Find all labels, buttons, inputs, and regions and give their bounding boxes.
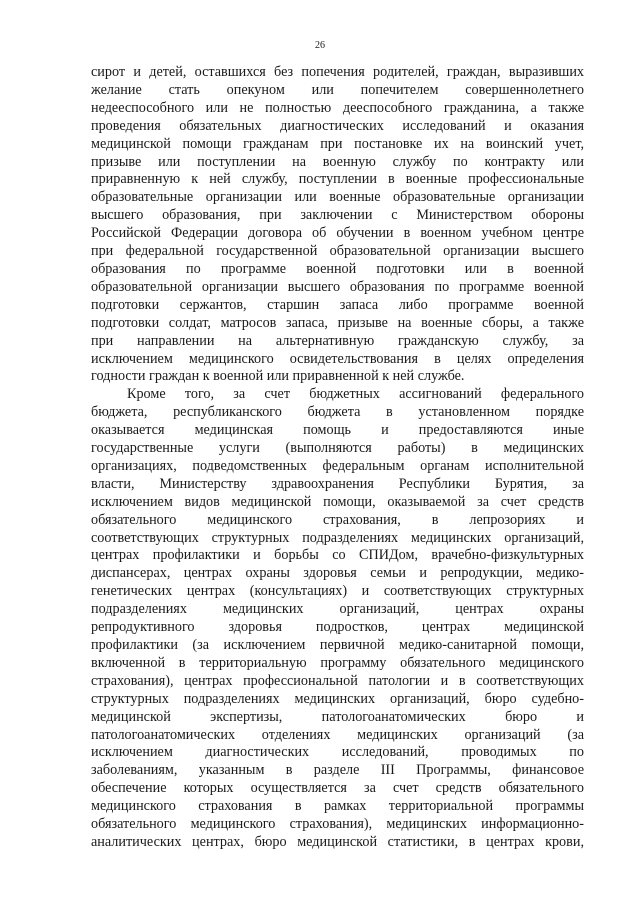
text-line: патологоанатомических отделениях медицинских организаций (за: [91, 726, 584, 743]
page-number: 26: [315, 40, 325, 51]
document-body: [91, 64, 584, 852]
paragraph-budget: [91, 386, 584, 852]
text-line: сирот и детей, оставшихся без попечения родителей, граждан, выразивших: [91, 64, 584, 80]
text-line: аналитических центрах, бюро медицинской статистики, в центрах крови,: [91, 833, 584, 850]
text-line: при направлении на альтернативную гражданскую службу, за: [91, 332, 584, 349]
text-line: медицинского страхования в рамках территориальной программы: [91, 798, 584, 815]
text-line: высшего образования, при заключении с Министерством обороны: [91, 207, 584, 224]
text-line: медицинской помощи гражданам при постановке их на воинский учет,: [91, 135, 584, 152]
text-line: структурных подразделениях медицинских организаций, бюро судебно-: [91, 690, 584, 707]
text-line: желание стать опекуном или попечителем совершеннолетнего: [91, 81, 584, 98]
text-line: образовательные организации или военные образовательные организации: [91, 189, 584, 206]
text-line: приравненную к ней службу, поступлении в военные профессиональные: [91, 171, 584, 188]
text-line: соответствующих структурных подразделениях медицинских организаций,: [91, 529, 584, 546]
text-line: бюджета, республиканского бюджета в установленном порядке: [91, 404, 584, 421]
text-line: недееспособного или не полностью дееспособного гражданина, а также: [91, 99, 584, 116]
text-line: исключением медицинского освидетельствования в целях определения: [91, 350, 584, 367]
text-line: исключением видов медицинской помощи, оказываемой за счет средств: [91, 493, 584, 510]
text-line: генетических центрах (консультациях) и соответствующих структурных: [91, 583, 584, 600]
text-line: исключением диагностических исследований, проводимых по: [91, 744, 584, 761]
text-line: образовательной организации высшего образования по программе военной: [91, 278, 584, 295]
text-line: страхования), центрах профессиональной патологии и в соответствующих: [91, 672, 584, 689]
paragraph-continuation: [91, 64, 584, 386]
text-line: обязательного медицинского страхования, в лепрозориях и: [91, 511, 584, 528]
text-line: призыве или поступлении на военную службу по контракту или: [91, 153, 584, 170]
text-line: власти, Министерству здравоохранения Республики Бурятия, за: [91, 475, 584, 492]
text-line: профилактики (за исключением первичной медико-санитарной помощи,: [91, 637, 584, 653]
text-line: Кроме того, за счет бюджетных ассигнований федерального: [127, 386, 584, 403]
text-line: проведения обязательных диагностических исследований и оказания: [91, 117, 584, 134]
text-line: годности граждан к военной или приравненной к ней службе.: [91, 368, 465, 385]
text-line: подготовки сержантов, старшин запаса либо программе военной: [91, 296, 584, 313]
text-line: обязательного медицинского страхования), медицинских информационно-: [91, 816, 584, 833]
text-line: организациях, подведомственных федеральным органам исполнительной: [91, 457, 584, 474]
text-line: диспансерах, центрах охраны здоровья семьи и репродукции, медико-: [91, 565, 584, 582]
text-line: оказывается медицинская помощь и предоставляются иные: [91, 422, 584, 439]
text-line: образования по программе военной подготовки или в военной: [91, 260, 584, 277]
text-line: при федеральной государственной образовательной организации высшего: [91, 243, 584, 260]
text-line: медицинской экспертизы, патологоанатомических бюро и: [91, 708, 584, 725]
text-line: подготовки солдат, матросов запаса, призыве на военные сборы, а также: [91, 314, 584, 331]
text-line: подразделениях медицинских организаций, центрах охраны: [91, 601, 584, 618]
text-line: центрах профилактики и борьбы со СПИДом, врачебно-физкультурных: [91, 547, 584, 564]
text-line: репродуктивного здоровья подростков, центрах медицинской: [91, 619, 584, 636]
text-line: обеспечение которых осуществляется за счет средств обязательного: [91, 780, 584, 797]
text-line: государственные услуги (выполняются работы) в медицинских: [91, 440, 584, 457]
text-line: включенной в территориальную программу обязательного медицинского: [91, 654, 584, 671]
text-line: Российской Федерации договора об обучении в военном учебном центре: [91, 225, 584, 242]
text-line: заболеваниям, указанным в разделе III Программы, финансовое: [91, 762, 584, 779]
